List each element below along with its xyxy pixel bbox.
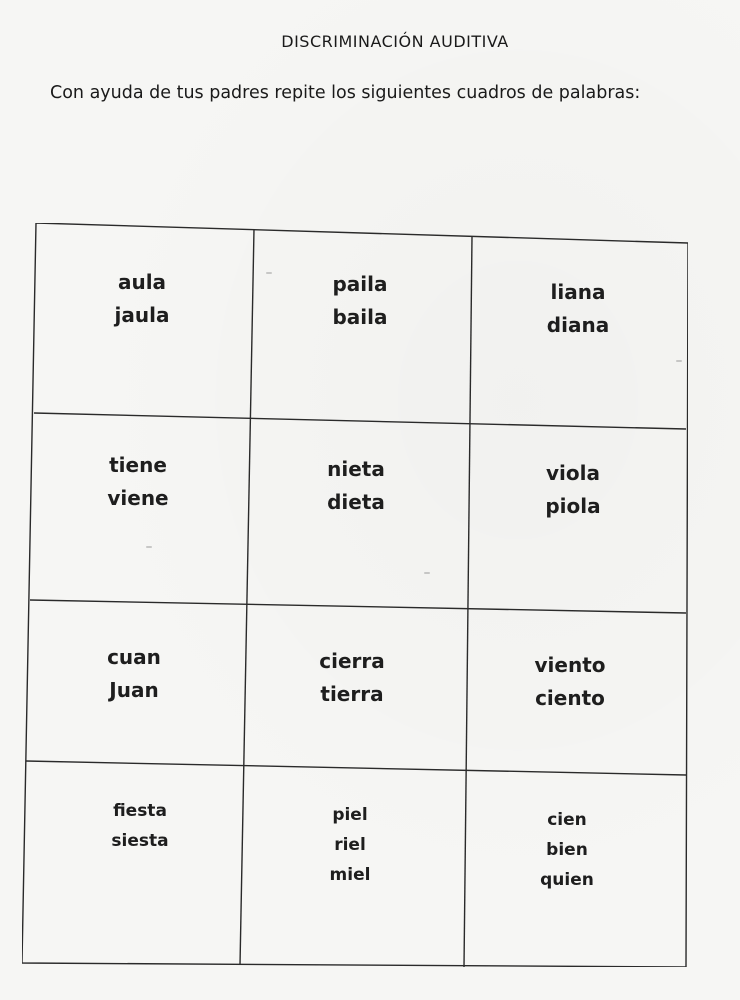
instructions-text: Con ayuda de tus padres repite los siguientes cuadros de palabras: xyxy=(50,83,641,103)
word: siesta xyxy=(111,831,169,851)
word-cell-6 xyxy=(493,457,653,523)
word: bien xyxy=(546,840,588,860)
word: tierra xyxy=(320,682,384,706)
word-cell-2 xyxy=(280,268,440,334)
word: piel xyxy=(332,805,368,825)
scan-speck xyxy=(266,272,272,274)
word-cell-1 xyxy=(62,266,222,332)
word-cell-5 xyxy=(276,453,436,519)
grid-divider-h2 xyxy=(30,600,686,613)
page-title: DISCRIMINACIÓN AUDITIVA xyxy=(281,32,509,51)
word: aula xyxy=(117,270,167,294)
word: ciento xyxy=(535,686,605,710)
word: viola xyxy=(546,461,600,485)
grid-divider-v2 xyxy=(464,237,472,967)
word: tiene xyxy=(109,453,167,477)
word-cell-7 xyxy=(54,641,214,707)
word: Juan xyxy=(109,678,159,702)
word: miel xyxy=(329,865,371,885)
word-cell-11 xyxy=(270,800,430,890)
word: nieta xyxy=(327,457,385,481)
grid-divider-h1 xyxy=(34,413,686,429)
grid-divider-h3 xyxy=(26,761,686,775)
scan-speck xyxy=(146,546,152,548)
word: dieta xyxy=(327,490,385,514)
scan-speck xyxy=(676,360,682,362)
word: piola xyxy=(545,494,601,518)
word-cell-8 xyxy=(272,645,432,711)
word: liana xyxy=(550,280,606,304)
word: viento xyxy=(534,653,606,677)
word: quien xyxy=(540,870,594,890)
word-grid xyxy=(22,223,688,967)
word: paila xyxy=(332,272,388,296)
grid-divider-v1 xyxy=(240,229,254,965)
word: riel xyxy=(334,835,366,855)
word: viene xyxy=(107,486,169,510)
word-cell-3 xyxy=(498,276,658,342)
word: diana xyxy=(546,313,610,337)
word: cien xyxy=(547,810,587,830)
word-cell-12 xyxy=(487,805,647,895)
word: fiesta xyxy=(113,801,167,821)
word-cell-10 xyxy=(60,796,220,856)
word: cierra xyxy=(319,649,385,673)
word: jaula xyxy=(114,303,170,327)
word: cuan xyxy=(107,645,161,669)
word: baila xyxy=(332,305,388,329)
word-cell-4 xyxy=(58,449,218,515)
scan-speck xyxy=(424,572,430,574)
word-cell-9 xyxy=(490,649,650,715)
